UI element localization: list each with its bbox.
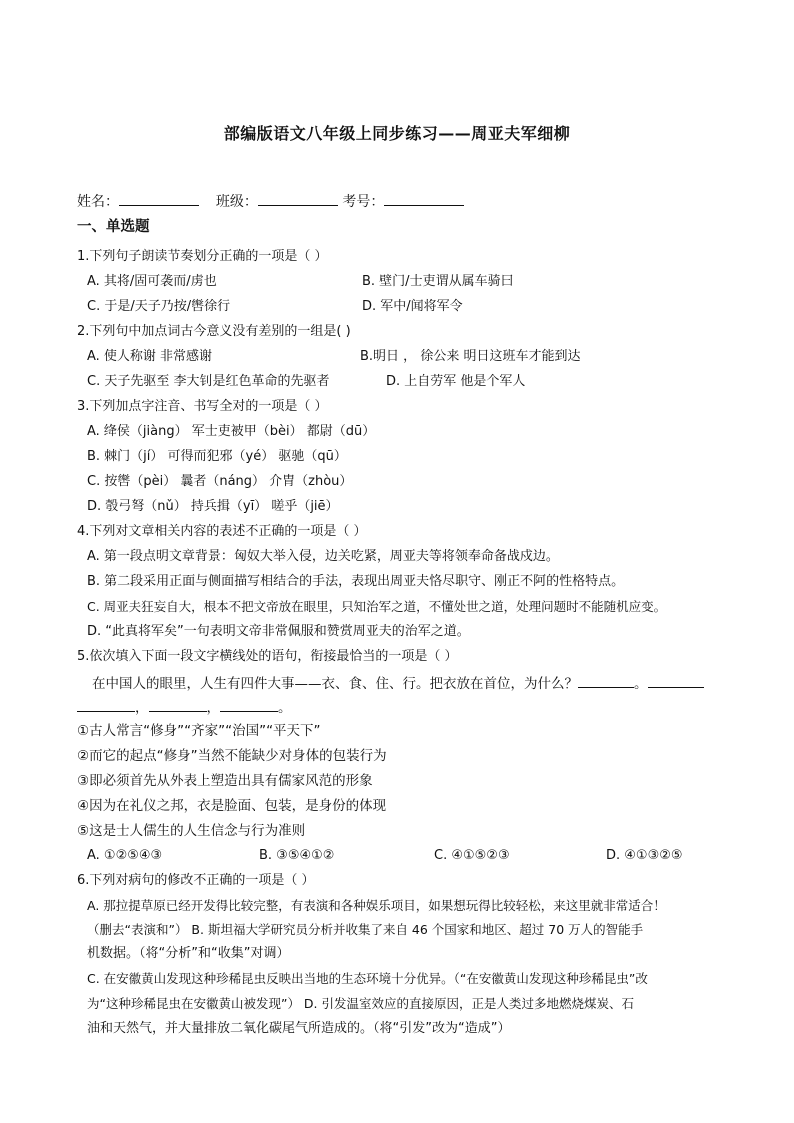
question-4-stem: 4.下列对文章相关内容的表述不正确的一项是（ ） <box>77 524 367 539</box>
question-6-line-5: 为“这种珍稀昆虫在安徽黄山被发现”） D. 引发温室效应的直接原因，正是人类过多地燃烧煤炭、石 <box>87 996 634 1011</box>
question-5-comma-1: ， <box>135 700 149 716</box>
question-4-option-d: D. “此真将军矣”一句表明文帝非常佩服和赞赏周亚夫的治军之道。 <box>87 624 470 639</box>
class-label: 班级： <box>215 194 258 210</box>
question-6-stem: 6.下列对病句的修改不正确的一项是（ ） <box>77 873 315 888</box>
question-5-blank-1[interactable] <box>578 674 634 688</box>
question-5-comma-2: ， <box>206 700 220 716</box>
question-3-option-b: B. 棘门（jí） 可得而犯邪（yé） 驱驰（qū） <box>87 449 347 464</box>
question-1-option-c: C. 于是/天子乃按/辔徐行 <box>87 299 231 314</box>
question-3-option-d: D. 彀弓弩（nǔ） 持兵揖（yī） 嗟乎（jiē） <box>87 499 339 514</box>
question-3-option-a: A. 绛侯（jiàng） 军士吏被甲（bèi） 都尉（dū） <box>87 424 376 439</box>
name-label: 姓名： <box>77 194 119 210</box>
question-6-line-3: 机数据。（将“分析”和“收集”对调） <box>87 946 290 961</box>
question-2-option-c: C. 天子先驱至 李大钊是红色革命的先驱者 <box>87 374 330 389</box>
question-5-statement-3: ③即必须首先从外表上塑造出具有儒家风范的形象 <box>77 773 373 789</box>
question-5-blank-2[interactable] <box>648 674 704 688</box>
question-5-statement-1: ①古人常言“修身”“齐家”“治国”“平天下” <box>77 723 321 739</box>
question-5-statement-4: ④因为在礼仪之邦，衣是脸面、包装，是身份的体现 <box>77 798 387 814</box>
section-heading: 一、单选题 <box>77 219 150 235</box>
question-5-period: 。 <box>634 676 648 692</box>
question-5-passage-line-1 <box>92 674 704 692</box>
question-5-blank-3[interactable] <box>77 698 135 712</box>
question-5-passage-text: 在中国人的眼里，人生有四件大事——衣、食、住、行。把衣放在首位，为什么？ <box>92 676 578 692</box>
number-label: 考号： <box>342 194 385 210</box>
student-info-row <box>77 191 464 211</box>
question-3-stem: 3.下列加点字注音、书写全对的一项是（ ） <box>77 399 328 414</box>
question-5-end-period: 。 <box>278 700 292 716</box>
question-4-option-b: B. 第二段采用正面与侧面描写相结合的手法，表现出周亚夫恪尽职守、刚正不阿的性格特点。 <box>87 574 625 589</box>
class-blank[interactable] <box>258 191 338 206</box>
page-title: 部编版语文八年级上同步练习——周亚夫军细柳 <box>223 124 571 143</box>
question-5-statement-2: ②而它的起点“修身”当然不能缺少对身体的包装行为 <box>77 748 387 764</box>
question-5-statement-5: ⑤这是士人儒生的人生信念与行为准则 <box>77 823 306 839</box>
question-2-option-a: A. 使人称谢 非常感谢 <box>87 349 213 364</box>
question-1-stem: 1.下列句子朗读节奏划分正确的一项是（ ） <box>77 249 328 264</box>
name-blank[interactable] <box>119 191 199 206</box>
question-5-option-d: D. ④①③②⑤ <box>606 848 683 863</box>
number-blank[interactable] <box>384 191 464 206</box>
question-2-option-b: B.明日 ， 徐公来 明日这班车才能到达 <box>360 349 581 364</box>
question-5-option-a: A. ①②⑤④③ <box>87 848 163 863</box>
question-1-option-a: A. 其将/固可袭而/虏也 <box>87 274 217 289</box>
question-5-option-b: B. ③⑤④①② <box>259 848 335 863</box>
question-3-option-c: C. 按辔（pèi） 曩者（náng） 介胄（zhòu） <box>87 474 353 489</box>
question-6-line-6: 油和天然气，并大量排放二氧化碳尾气所造成的。（将“引发”改为“造成”） <box>87 1021 511 1036</box>
question-4-option-a: A. 第一段点明文章背景：匈奴大举入侵，边关吃紧，周亚夫等将领奉命备战戍边。 <box>87 549 559 564</box>
question-2-stem: 2.下列句中加点词古今意义没有差别的一组是( ) <box>77 324 351 339</box>
question-4-option-c: C. 周亚夫狂妄自大，根本不把文帝放在眼里，只知治军之道，不懂处世之道，处理问题时不能随机应变。 <box>87 599 667 614</box>
question-5-stem: 5.依次填入下面一段文字横线处的语句，衔接最恰当的一项是（ ） <box>77 649 458 664</box>
question-1-option-b: B. 壁门/士吏谓从属车骑曰 <box>362 274 514 289</box>
question-1-option-d: D. 军中/闻将军令 <box>362 299 463 314</box>
question-6-line-4: C. 在安徽黄山发现这种珍稀昆虫反映出当地的生态环境十分优异。（“在安徽黄山发现这种珍稀昆虫”改 <box>87 971 648 986</box>
question-5-passage-line-2 <box>77 698 292 716</box>
question-5-option-c: C. ④①⑤②③ <box>434 848 510 863</box>
question-5-blank-5[interactable] <box>220 698 278 712</box>
question-2-option-d: D. 上自劳军 他是个军人 <box>386 374 526 389</box>
question-6-line-2: （删去“表演和”） B. 斯坦福大学研究员分析并收集了来自 46 个国家和地区、超过 70 万人的智能手 <box>87 922 644 937</box>
question-6-line-1: A. 那拉提草原已经开发得比较完整，有表演和各种娱乐项目，如果想玩得比较轻松，来这里就非常适合！ <box>87 898 666 913</box>
question-5-blank-4[interactable] <box>149 698 207 712</box>
